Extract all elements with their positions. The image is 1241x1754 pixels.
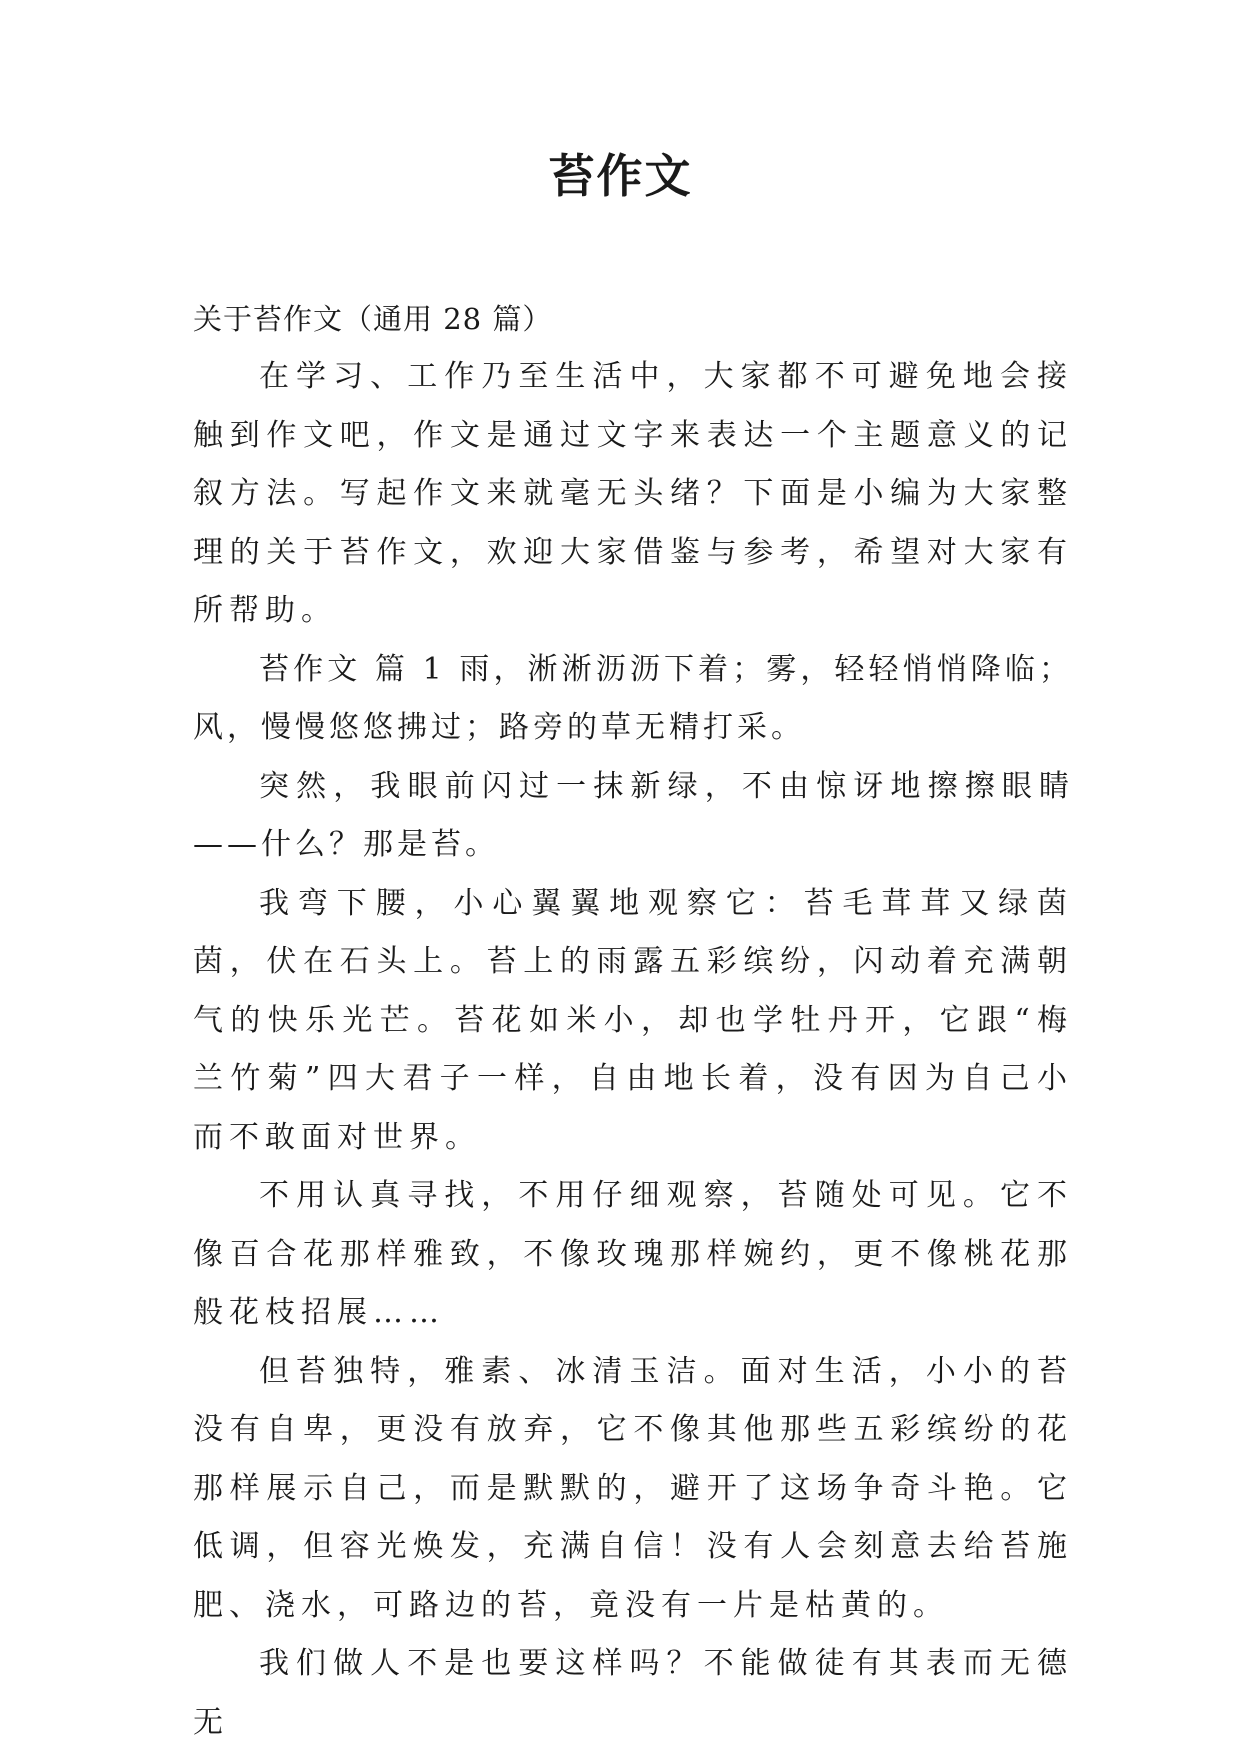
paragraph-1: 苔作文 篇 1 雨，淅淅沥沥下着；雾，轻轻悄悄降临；风，慢慢悠悠拂过；路旁的草无精打采。 (193, 651, 1073, 745)
paragraph-4: 不用认真寻找，不用仔细观察，苔随处可见。它不像百合花那样雅致，不像玫瑰那样婉约，更不像桃花那般花枝招展…… (193, 1178, 1073, 1330)
paragraph-intro: 在学习、工作乃至生活中，大家都不可避免地会接触到作文吧，作文是通过文字来表达一个主题意义的记叙方法。写起作文来就毫无头绪？下面是小编为大家整理的关于苔作文，欢迎大家借鉴与参考，希望对大家有所帮助。 (193, 359, 1073, 628)
paragraph-3: 我弯下腰，小心翼翼地观察它：苔毛茸茸又绿茵茵，伏在石头上。苔上的雨露五彩缤纷，闪动着充满朝气的快乐光芒。苔花如米小，却也学牡丹开，它跟“梅兰竹菊”四大君子一样，自由地长着，没有因为自己小而不敢面对世界。 (193, 885, 1073, 1155)
paragraph-2: 突然，我眼前闪过一抹新绿，不由惊讶地擦擦眼睛——什么？那是苔。 (193, 768, 1073, 862)
document-title: 苔作文 (548, 149, 693, 203)
paragraph-6: 我们做人不是也要这样吗？不能做徒有其表而无德无 (193, 1646, 1073, 1740)
paragraph-5: 但苔独特，雅素、冰清玉洁。面对生活，小小的苔没有自卑，更没有放弃，它不像其他那些五彩缤纷的花那样展示自己，而是默默的，避开了这场争奇斗艳。它低调，但容光焕发，充满自信！没有人会刻意去给苔施肥、浇水，可路边的苔，竟没有一片是枯黄的。 (193, 1353, 1073, 1623)
document-body (193, 290, 1073, 1752)
document-subtitle: 关于苔作文（通用 28 篇） (193, 302, 553, 336)
